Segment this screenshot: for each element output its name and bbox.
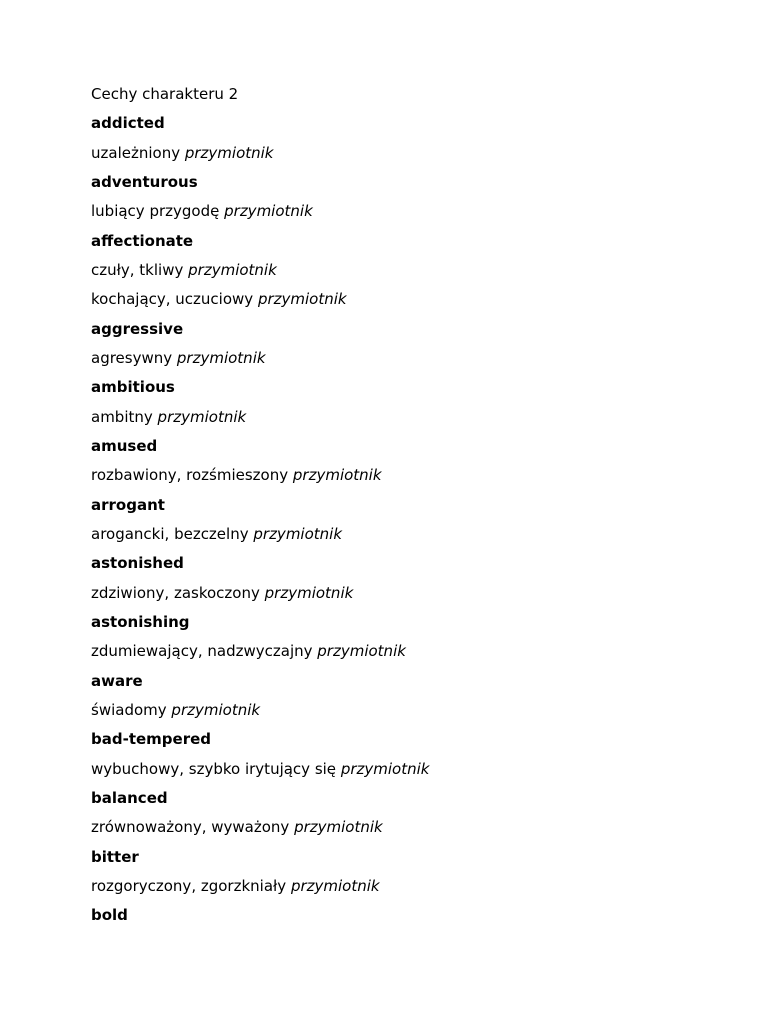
document-title: Cechy charakteru 2 (91, 85, 239, 103)
part-of-speech: przymiotnik (157, 407, 247, 426)
part-of-speech: przymiotnik (257, 290, 347, 309)
part-of-speech: przymiotnik (292, 466, 382, 485)
entry-term: adventurous (91, 172, 198, 191)
entry-definition (91, 348, 711, 377)
entry-term: aggressive (91, 319, 184, 338)
entry-term: amused (91, 436, 158, 455)
entry-definition (91, 465, 711, 494)
entry-term: aware (91, 671, 143, 690)
definition-text: świadomy (91, 700, 167, 719)
part-of-speech: przymiotnik (188, 260, 277, 279)
definition-text: zdumiewający, nadzwyczajny (91, 642, 313, 661)
entry-definition (91, 583, 711, 612)
part-of-speech: przymiotnik (184, 143, 274, 162)
entry-term: bold (91, 906, 128, 925)
entry-term: astonished (91, 554, 184, 573)
definition-text: rozbawiony, rozśmieszony (91, 466, 289, 485)
entry-definition (91, 700, 711, 729)
entry-term: affectionate (91, 231, 194, 250)
definition-text: czuły, tkliwy (91, 260, 184, 279)
part-of-speech: przymiotnik (176, 348, 266, 367)
definition-text: wybuchowy, szybko irytujący się (91, 759, 337, 778)
definition-text: kochający, uczuciowy (91, 290, 254, 309)
definition-text: uzależniony (91, 143, 181, 162)
document-page (91, 84, 711, 935)
part-of-speech: przymiotnik (264, 583, 354, 602)
definition-text: lubiący przygodę (91, 202, 220, 221)
definition-text: agresywny (91, 348, 173, 367)
part-of-speech: przymiotnik (224, 202, 313, 221)
part-of-speech: przymiotnik (253, 524, 343, 543)
part-of-speech: przymiotnik (290, 876, 380, 895)
definition-text: rozgoryczony, zgorzkniały (91, 876, 287, 895)
definition-text: arogancki, bezczelny (91, 524, 249, 543)
definition-text: zrównoważony, wyważony (91, 818, 290, 837)
entry-definition (91, 289, 711, 318)
part-of-speech: przymiotnik (340, 759, 430, 778)
entry-definition (91, 876, 711, 905)
definition-text: ambitny (91, 407, 153, 426)
entry-definition (91, 524, 711, 553)
definition-text: zdziwiony, zaskoczony (91, 583, 260, 602)
entry-definition (91, 201, 711, 230)
entry-definition (91, 817, 711, 846)
entry-term: ambitious (91, 378, 175, 397)
entry-term: bitter (91, 847, 139, 866)
entry-term: addicted (91, 114, 165, 133)
entry-definition (91, 143, 711, 172)
entry-term: balanced (91, 788, 168, 807)
part-of-speech: przymiotnik (171, 700, 261, 719)
entry-term: astonishing (91, 612, 190, 631)
entry-term: arrogant (91, 495, 165, 514)
entry-definition (91, 759, 711, 788)
part-of-speech: przymiotnik (317, 642, 406, 661)
entry-definition (91, 407, 711, 436)
entry-term: bad-tempered (91, 730, 212, 749)
entry-definition (91, 260, 711, 289)
entry-definition (91, 641, 711, 670)
part-of-speech: przymiotnik (294, 818, 383, 837)
